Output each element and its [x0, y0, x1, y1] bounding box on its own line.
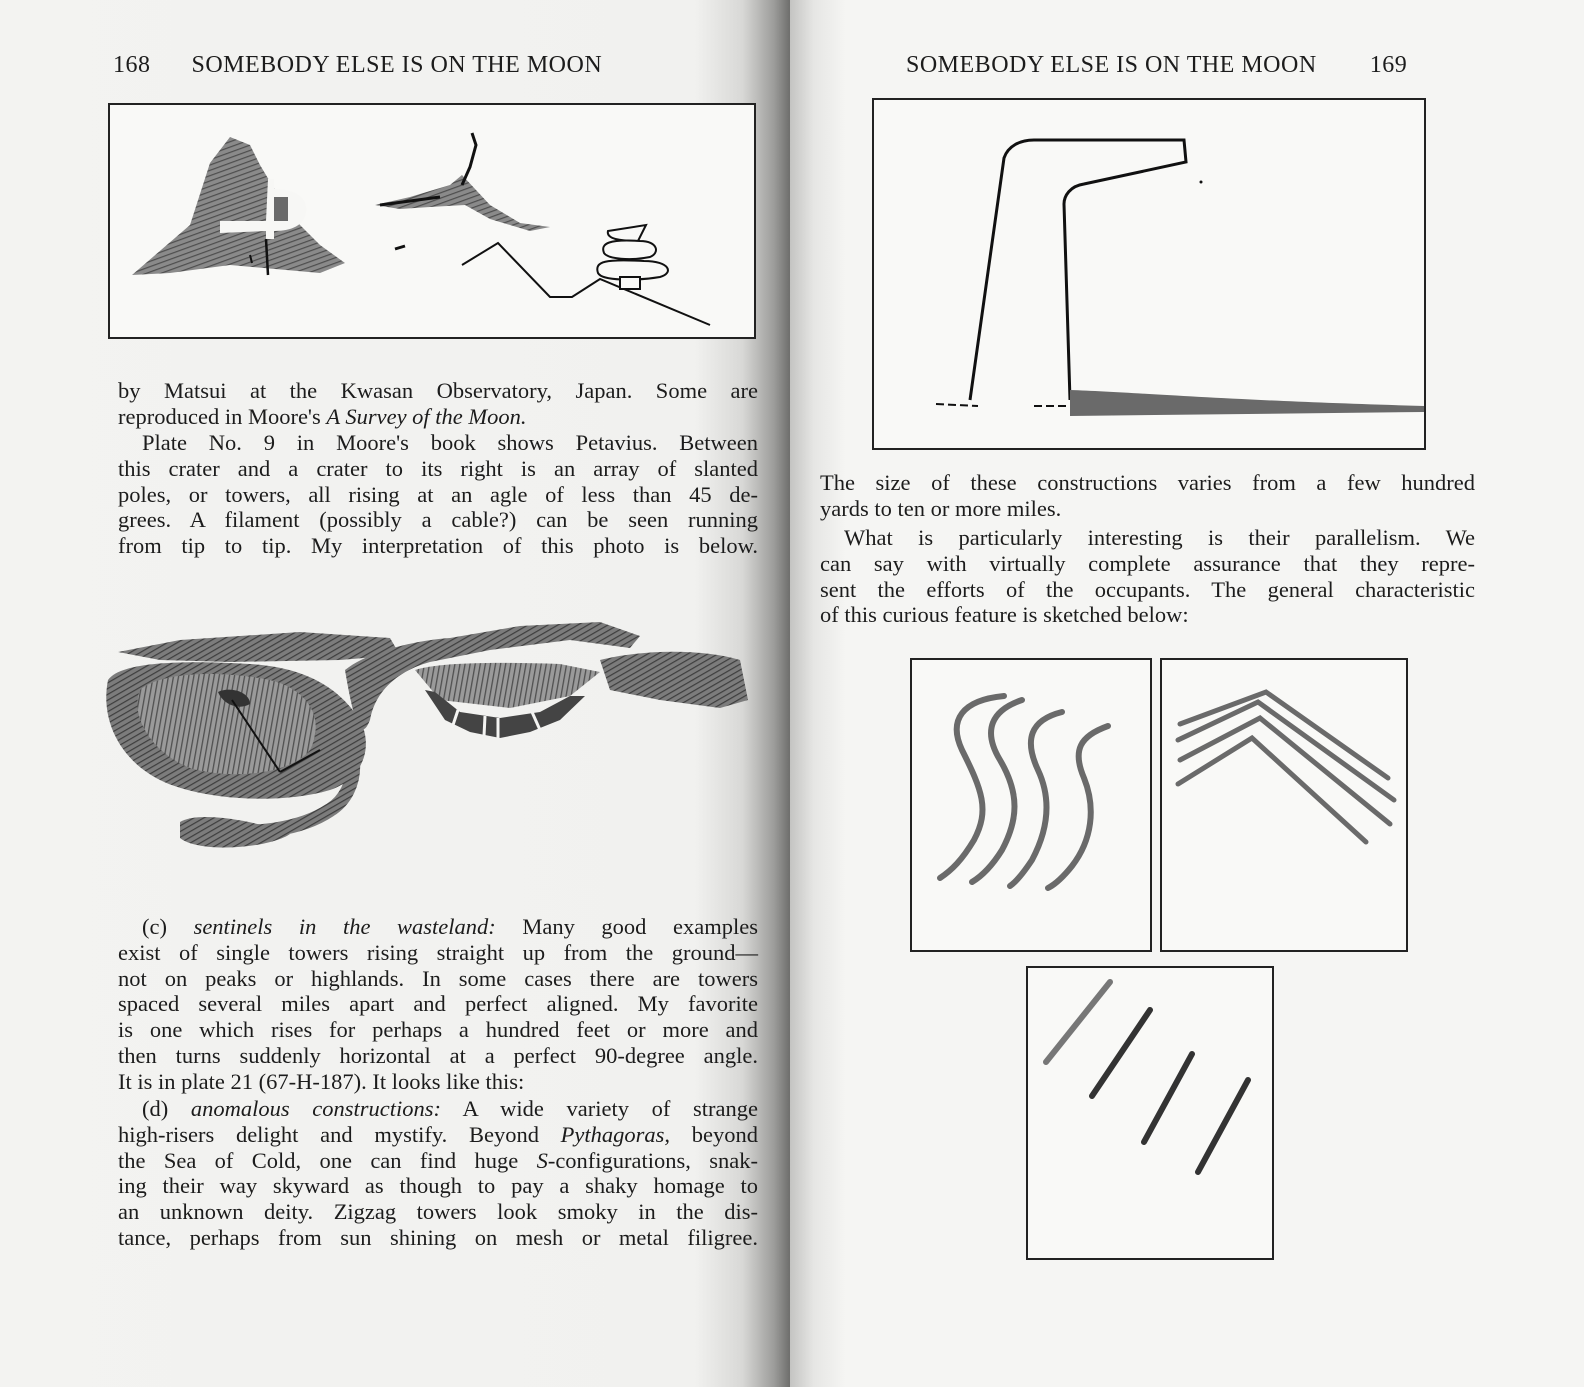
zigzag-sketch — [1162, 660, 1406, 950]
text-line: from tip to tip. My interpretation of this photo is below. — [118, 533, 758, 559]
running-head-right — [906, 52, 1407, 79]
slanted-bar — [1144, 1054, 1192, 1142]
text-line: an unknown deity. Zigzag towers look smoky in the dis- — [118, 1199, 758, 1225]
running-head-left — [113, 52, 602, 79]
figure-slanted-towers — [1026, 966, 1274, 1260]
italic-letter: S — [536, 1147, 548, 1173]
slanted-bar — [1092, 1010, 1150, 1096]
running-title: SOMEBODY ELSE IS ON THE MOON — [906, 52, 1317, 78]
text-span: A wide variety of strange — [441, 1096, 758, 1121]
mountain-sketch — [110, 105, 754, 337]
chevron — [1178, 738, 1366, 842]
text-span: reproduced in Moore's — [118, 403, 327, 429]
lower-rim — [180, 817, 290, 848]
right-page — [790, 0, 1584, 1387]
s-curves-sketch — [912, 660, 1150, 950]
crater-name: Pythagoras, — [560, 1121, 671, 1147]
text-line: by Matsui at the Kwasan Observatory, Japan. Some are — [118, 378, 758, 403]
section-heading: anomalous constructions: — [190, 1096, 442, 1121]
text-line: this crater and a crater to its right is an array of slanted — [118, 455, 758, 481]
tall-spire — [462, 133, 476, 185]
text-line: poles, or towers, all rising at an agle of less than 45 de- — [118, 481, 758, 507]
figure-crater-interpretation — [100, 600, 760, 860]
text-line — [118, 404, 758, 430]
text-span: Many good examples — [495, 914, 758, 939]
page-number: 169 — [1369, 52, 1408, 78]
text-line: of this curious feature is sketched below: — [820, 602, 1189, 628]
text-line — [118, 1122, 758, 1148]
section-label: (c) — [142, 914, 194, 939]
text-line: The size of these constructions varies from a few hundred — [820, 470, 1475, 495]
text-line: is one which rises for perhaps a hundred feet or more and — [118, 1017, 758, 1043]
paragraph-sentinels — [118, 914, 758, 1095]
crater-rim-top — [118, 632, 400, 662]
text-span: -configurations, snak- — [547, 1147, 758, 1173]
slanted-bars-sketch — [1028, 968, 1272, 1258]
figure-s-configurations — [910, 658, 1152, 952]
page-number: 168 — [113, 52, 151, 78]
left-mountain — [132, 137, 345, 275]
text-line: yards to ten or more miles. — [820, 495, 1062, 521]
text-line: grees. A filament (possibly a cable?) can be seen running — [118, 507, 758, 533]
text-line — [118, 914, 758, 940]
section-heading: sentinels in the wasteland: — [193, 914, 496, 939]
paragraph-parallelism — [820, 525, 1475, 628]
ridge-outline — [462, 243, 710, 325]
paragraph-anomalous — [118, 1096, 758, 1251]
left-page — [0, 0, 790, 1387]
book-title: A Survey of the Moon. — [326, 403, 527, 429]
text-line: It is in plate 21 (67-H-187). It looks like this: — [118, 1068, 525, 1094]
text-line: sent the efforts of the occupants. The general characteristic — [820, 576, 1475, 602]
figure-mountain-structures — [108, 103, 756, 339]
s-curve — [1010, 712, 1062, 886]
figure-bent-tower — [872, 98, 1426, 450]
slanted-bar — [1046, 982, 1110, 1062]
text-line: What is particularly interesting is their parallelism. We — [844, 525, 1475, 550]
bent-tower-sketch — [874, 100, 1424, 448]
text-line — [118, 1096, 758, 1122]
text-line: can say with virtually complete assurance that they repre- — [820, 550, 1475, 576]
text-span: beyond — [670, 1121, 758, 1147]
paragraph-size — [820, 470, 1475, 522]
paragraph-matsui — [118, 378, 758, 430]
running-title: SOMEBODY ELSE IS ON THE MOON — [191, 52, 603, 78]
text-line: then turns suddenly horizontal at a perfect 90-degree angle. — [118, 1042, 758, 1068]
text-line — [118, 1148, 758, 1174]
paragraph-petavius — [118, 430, 758, 559]
s-curve — [1048, 726, 1108, 888]
slanted-bar — [1198, 1080, 1248, 1172]
text-line: ing their way skyward as though to pay a shaky homage to — [118, 1173, 758, 1199]
text-line: not on peaks or highlands. In some cases there are towers — [118, 965, 758, 991]
figure-zigzag-towers — [1160, 658, 1408, 952]
text-line: Plate No. 9 in Moore's book shows Petavius. Between — [142, 430, 758, 455]
text-line: spaced several miles apart and perfect aligned. My favorite — [118, 991, 758, 1017]
text-line: tance, perhaps from sun shining on mesh or metal filigree. — [118, 1224, 758, 1250]
chevron — [1178, 702, 1394, 800]
section-label: (d) — [142, 1096, 191, 1121]
text-line: exist of single towers rising straight up from the ground— — [118, 939, 758, 965]
tower-outline — [970, 140, 1186, 400]
text-span: high-risers delight and mystify. Beyond — [118, 1121, 561, 1147]
text-span: the Sea of Cold, one can find huge — [118, 1147, 537, 1173]
ground-shadow — [1070, 390, 1424, 416]
crater-sketch — [100, 600, 760, 860]
right-ridge — [600, 652, 748, 708]
